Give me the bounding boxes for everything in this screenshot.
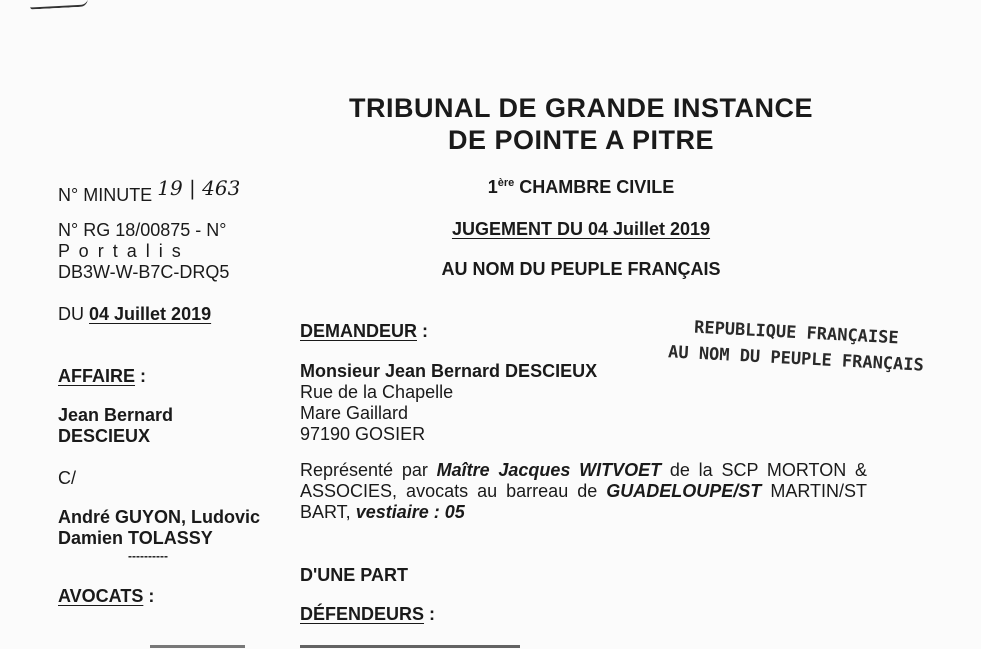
plaintiff-name-line1: Jean Bernard <box>58 405 174 425</box>
defendants-line2: Damien TOLASSY <box>58 528 213 548</box>
avocats-heading <box>58 586 154 607</box>
demandeur-heading <box>300 321 428 342</box>
defendants-line1: André GUYON, Ludovic <box>58 507 261 527</box>
affaire-label: AFFAIRE <box>58 366 136 386</box>
plaintiff-name-line2: DESCIEUX <box>58 426 151 446</box>
defendants-party <box>58 507 260 549</box>
republique-stamp-line2: AU NOM DU PEUPLE FRANÇAIS <box>667 342 925 376</box>
contre-label: C/ <box>58 468 76 488</box>
rg-line1: N° RG 18/00875 - N° <box>58 220 227 240</box>
demandeur-label: DEMANDEUR <box>300 321 417 341</box>
portalis-label: P o r t a l i s <box>58 241 183 261</box>
pen-mark <box>30 0 88 10</box>
cut-off-line <box>300 641 530 649</box>
rep-mid: de la SCP MORTON & ASSOCIES, avocats au barreau de <box>300 460 867 501</box>
du-label: DU <box>58 304 84 324</box>
republique-stamp-line1: REPUBLIQUE FRANÇAISE <box>693 317 900 349</box>
rep-prefix: Représenté par <box>300 460 437 480</box>
une-part: D'UNE PART <box>300 565 408 585</box>
court-title-line1: TRIBUNAL DE GRANDE INSTANCE <box>348 93 813 123</box>
court-title-line2: DE POINTE A PITRE <box>447 125 715 155</box>
affaire-heading <box>58 366 146 387</box>
rep-line3-start: MARTIN/ST BART, <box>300 481 867 522</box>
defendeurs-label: DÉFENDEURS <box>300 604 425 624</box>
chamber-ordinal-suffix: ère <box>497 177 515 189</box>
affaire-colon: : <box>135 366 147 386</box>
minute-label: N° MINUTE <box>58 185 153 205</box>
rg-portalis-block <box>58 220 276 283</box>
chamber-ordinal: 1 <box>487 177 498 197</box>
defendeurs-colon: : <box>424 604 436 624</box>
demandeur-name: Monsieur Jean Bernard DESCIEUX <box>300 361 598 381</box>
demandeur-identity <box>300 361 597 445</box>
separator-line: ---------- <box>128 549 168 563</box>
au-nom-du-peuple: AU NOM DU PEUPLE FRANÇAIS <box>441 259 721 279</box>
demandeur-colon: : <box>417 321 428 341</box>
chamber-name: CHAMBRE CIVILE <box>519 177 675 197</box>
du-date: 04 Juillet 2019 <box>89 304 212 324</box>
avocats-label: AVOCATS <box>58 586 144 606</box>
demandeur-address-line2: Mare Gaillard <box>300 403 409 423</box>
chamber-heading <box>300 177 862 198</box>
defendeurs-heading <box>300 604 435 625</box>
minute-number <box>58 176 241 206</box>
portalis-code: DB3W-W-B7C-DRQ5 <box>58 262 230 282</box>
plaintiff-party <box>58 405 258 447</box>
rep-bar: GUADELOUPE/ST <box>606 481 762 501</box>
cut-off-line-left <box>150 643 248 649</box>
rep-lawyer: Maître Jacques WITVOET <box>436 460 662 480</box>
decision-date <box>58 304 211 325</box>
demandeur-address-line3: 97190 GOSIER <box>300 424 426 444</box>
rep-vestiaire: vestiaire : 05 <box>355 502 465 522</box>
demandeur-address-line1: Rue de la Chapelle <box>300 382 454 402</box>
judgement-date-heading: JUGEMENT DU 04 Juillet 2019 <box>451 219 711 239</box>
representation-paragraph <box>300 460 867 523</box>
avocats-colon: : <box>143 586 155 606</box>
minute-handwritten: 19 | 463 <box>157 176 241 200</box>
